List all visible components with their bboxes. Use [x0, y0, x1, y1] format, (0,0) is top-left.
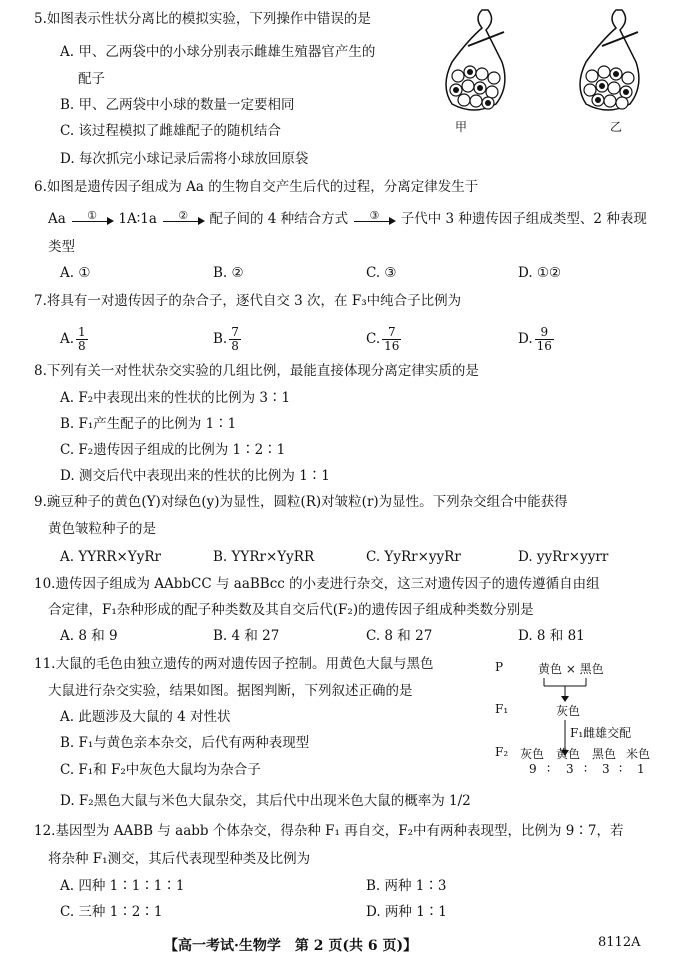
- q7-option-b-fraction: [229, 326, 241, 353]
- q6-arrow-1-label: ①: [87, 208, 98, 222]
- q8-option-a: A. F₂中表现出来的性状的比例为 3∶1: [60, 390, 291, 406]
- q11-stem-line1: 11.大鼠的毛色由独立遗传的两对遗传因子控制。用黄色大鼠与黑色: [34, 656, 434, 672]
- q5-option-a: A. 甲、乙两袋中的小球分别表示雌雄生殖器官产生的: [60, 44, 376, 60]
- cross-f2-phenotype-1: 灰色: [520, 747, 545, 761]
- q7-option-c-letter: C.: [366, 331, 381, 347]
- cross-ratio-2: 3: [566, 762, 574, 776]
- q7-d-numerator: 9: [535, 326, 554, 340]
- q6-option-a: A. ①: [60, 265, 91, 281]
- q7-option-a: [60, 326, 88, 353]
- bag-jia-label: 甲: [455, 120, 468, 134]
- footer-title: 【高一考试·生物学 第 2 页(共 6 页)】: [164, 938, 418, 954]
- q8-option-c: C. F₂遗传因子组成的比例为 1∶2∶1: [60, 442, 286, 458]
- q7-a-numerator: 1: [78, 325, 86, 339]
- q9-option-b: B. YYRr×YyRR: [213, 549, 315, 565]
- q11-option-c: C. F₁和 F₂中灰色大鼠均为杂合子: [60, 762, 261, 778]
- q7-a-denominator: 8: [78, 339, 86, 353]
- bag-yi-figure: [572, 6, 652, 118]
- q7-option-b: [213, 326, 241, 353]
- bag-yi-label: 乙: [610, 120, 623, 134]
- q6-option-c: C. ③: [366, 265, 397, 281]
- q11-option-b: B. F₁与黄色亲本杂交，后代有两种表现型: [60, 735, 310, 751]
- cross-parents: 黄色 × 黑色: [538, 662, 604, 676]
- q6-arrow-3: [352, 208, 396, 229]
- cross-f2-phenotype-2: 黄色: [556, 747, 581, 761]
- q10-option-c: C. 8 和 27: [366, 628, 433, 644]
- q7-option-d-letter: D.: [518, 331, 533, 347]
- q10-option-d: D. 8 和 81: [518, 628, 585, 644]
- q5-option-c: C. 该过程模拟了雌雄配子的随机结合: [60, 123, 281, 139]
- q10-option-b: B. 4 和 27: [213, 628, 280, 644]
- q8-option-b: B. F₁产生配子的比例为 1∶1: [60, 416, 237, 432]
- cross-ratio-sep-1: ∶: [547, 762, 551, 776]
- q6-arrow-2: [161, 208, 205, 229]
- q9-stem-line1: 9.豌豆种子的黄色(Y)对绿色(y)为显性，圆粒(R)对皱粒(r)为显性。下列杂交组合中能获得: [34, 494, 568, 510]
- footer-code: 8112A: [598, 935, 641, 950]
- q10-option-a: A. 8 和 9: [60, 628, 118, 644]
- cross-ratio-1: 9: [529, 762, 537, 776]
- q7-option-a-fraction: [76, 326, 88, 353]
- q7-option-b-letter: B.: [213, 331, 228, 347]
- cross-ratio-3: 3: [602, 762, 610, 776]
- q6-arrow-2-label: ②: [178, 208, 189, 222]
- q7-option-d-fraction: [535, 326, 554, 353]
- q5-option-a-cont: 配子: [78, 71, 105, 87]
- q6-stem: 6.如图是遗传因子组成为 Aa 的生物自交产生后代的过程，分离定律发生于: [34, 179, 479, 195]
- q6-flow-end: 子代中 3 种遗传因子组成类型、2 种表现: [400, 211, 647, 227]
- q5-option-b: B. 甲、乙两袋中小球的数量一定要相同: [60, 97, 295, 113]
- q9-stem-line2: 黄色皱粒种子的是: [48, 521, 156, 537]
- q5-option-d: D. 每次抓完小球记录后需将小球放回原袋: [60, 151, 309, 167]
- q6-option-d: D. ①②: [518, 265, 562, 281]
- cross-generation-f1-label: F₁: [495, 702, 509, 716]
- q7-d-denominator: 16: [536, 339, 552, 353]
- q9-option-a: A. YYRR×YyRr: [60, 549, 161, 565]
- q7-option-c-fraction: [382, 326, 401, 353]
- cross-generation-p-label: P: [495, 660, 504, 674]
- cross-ratio-sep-2: ∶: [584, 762, 588, 776]
- q11-stem-line2: 大鼠进行杂交实验，结果如图。据图判断，下列叙述正确的是: [48, 683, 413, 699]
- q6-arrow-1: [70, 208, 114, 229]
- q9-option-c: C. YyRr×yyRr: [366, 549, 461, 565]
- q6-flow-mid2: 配子间的 4 种结合方式: [209, 211, 349, 227]
- q12-option-d: D. 两种 1∶1: [366, 904, 447, 920]
- cross-f1-phenotype: 灰色: [556, 704, 581, 718]
- q7-b-denominator: 8: [231, 339, 239, 353]
- q6-flow: [48, 210, 647, 229]
- q12-stem-line1: 12.基因型为 AABB 与 aabb 个体杂交，得杂种 F₁ 再自交，F₂中有两种表现型，比例为 9∶7，若: [34, 823, 624, 839]
- q6-flow-start: Aa: [48, 211, 66, 227]
- q12-option-a: A. 四种 1∶1∶1∶1: [60, 878, 185, 894]
- q7-c-numerator: 7: [382, 326, 401, 340]
- q10-stem-line2: 合定律，F₁杂种形成的配子种类数及其自交后代(F₂)的遗传因子组成种类数分别是: [48, 602, 534, 618]
- q12-stem-line2: 将杂种 F₁测交，其后代表现型种类及比例为: [48, 851, 311, 867]
- q12-option-b: B. 两种 1∶3: [366, 878, 447, 894]
- q11-option-d: D. F₂黑色大鼠与米色大鼠杂交，其后代中出现米色大鼠的概率为 1/2: [60, 793, 471, 809]
- cross-f2-phenotype-3: 黑色: [592, 747, 617, 761]
- q7-option-c: [366, 326, 401, 353]
- q12-option-c: C. 三种 1∶2∶1: [60, 904, 163, 920]
- q7-option-d: [518, 326, 554, 353]
- cross-generation-f2-label: F₂: [495, 745, 509, 759]
- q7-option-a-letter: A.: [60, 331, 75, 347]
- q11-option-a: A. 此题涉及大鼠的 4 对性状: [60, 709, 231, 725]
- bag-jia-figure: [438, 6, 518, 118]
- q5-stem: 5.如图表示性状分离比的模拟实验，下列操作中错误的是: [34, 11, 371, 27]
- q6-flow-end-cont: 类型: [48, 239, 75, 255]
- cross-mating-label: F₁雌雄交配: [570, 726, 632, 740]
- q9-option-d: D. yyRr×yyrr: [518, 549, 609, 565]
- cross-f2-phenotype-4: 米色: [626, 747, 651, 761]
- q10-stem-line1: 10.遗传因子组成为 AAbbCC 与 aaBBcc 的小麦进行杂交，这三对遗传因子的遗传遵循自由组: [34, 576, 600, 592]
- q7-b-numerator: 7: [231, 325, 239, 339]
- cross-ratio-sep-3: ∶: [619, 762, 623, 776]
- q6-flow-mid1: 1A∶1a: [118, 211, 157, 227]
- q7-stem: 7.将具有一对遗传因子的杂合子，逐代自交 3 次，在 F₃中纯合子比例为: [34, 293, 462, 309]
- q7-c-denominator: 16: [384, 339, 400, 353]
- q8-stem: 8.下列有关一对性状杂交实验的几组比例，最能直接体现分离定律实质的是: [34, 363, 479, 379]
- q6-option-b: B. ②: [213, 265, 244, 281]
- q6-arrow-3-label: ③: [369, 208, 380, 222]
- cross-ratio-4: 1: [637, 762, 645, 776]
- q8-option-d: D. 测交后代中表现出来的性状的比例为 1∶1: [60, 468, 330, 484]
